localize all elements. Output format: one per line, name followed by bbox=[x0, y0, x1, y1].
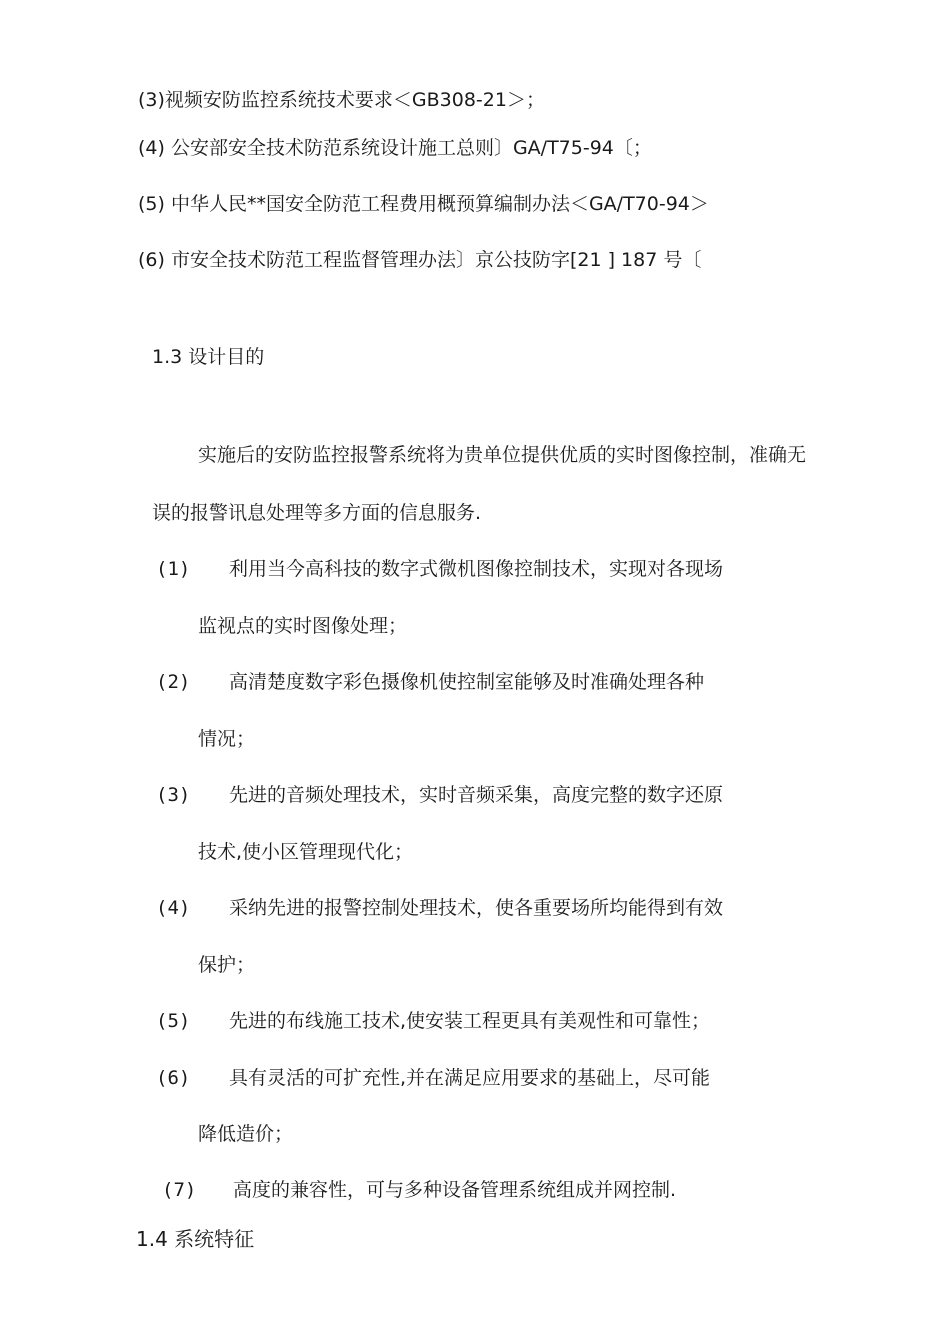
section-heading-1-3: 1.3 设计目的 bbox=[152, 346, 265, 368]
list-item-number: (2) bbox=[156, 671, 191, 693]
list-item-number: (4) bbox=[156, 897, 191, 919]
list-item-number: (3) bbox=[156, 784, 191, 806]
list-item-text-continued: 情况； bbox=[198, 728, 256, 750]
list-item-number: (6) bbox=[156, 1067, 191, 1089]
list-item-text-continued: 降低造价； bbox=[198, 1123, 294, 1145]
reference-item-3: (3)视频安防监控系统技术要求＜GB308-21＞； bbox=[138, 89, 545, 111]
reference-item-6: (6) 市安全技术防范工程监督管理办法〕京公技防字[21 ] 187 号〔 bbox=[138, 249, 702, 271]
list-item-text: 先进的布线施工技术,使安装工程更具有美观性和可靠性； bbox=[229, 1010, 711, 1032]
list-item-text-continued: 监视点的实时图像处理； bbox=[198, 615, 408, 637]
intro-paragraph-line-2: 误的报警讯息处理等多方面的信息服务. bbox=[152, 502, 482, 524]
section-heading-1-4: 1.4 系统特征 bbox=[136, 1227, 255, 1251]
list-item-text: 高度的兼容性，可与多种设备管理系统组成并网控制. bbox=[233, 1179, 677, 1201]
reference-item-4: (4) 公安部安全技术防范系统设计施工总则〕GA/T75-94〔； bbox=[138, 137, 652, 159]
list-item-text-continued: 保护； bbox=[198, 954, 256, 976]
intro-paragraph-line-1: 实施后的安防监控报警系统将为贵单位提供优质的实时图像控制，准确无 bbox=[198, 444, 807, 466]
list-item-text-continued: 技术,使小区管理现代化； bbox=[198, 841, 414, 863]
list-item-text: 高清楚度数字彩色摄像机使控制室能够及时准确处理各种 bbox=[229, 671, 705, 693]
list-item-number: (7) bbox=[162, 1179, 197, 1201]
list-item-text: 利用当今高科技的数字式微机图像控制技术，实现对各现场 bbox=[229, 558, 724, 580]
list-item-number: (5) bbox=[156, 1010, 191, 1032]
list-item-text: 采纳先进的报警控制处理技术，使各重要场所均能得到有效 bbox=[229, 897, 724, 919]
reference-item-5: (5) 中华人民**国安全防范工程费用概预算编制办法＜GA/T70-94＞ bbox=[138, 193, 709, 215]
list-item-text: 先进的音频处理技术，实时音频采集，高度完整的数字还原 bbox=[229, 784, 724, 806]
list-item-text: 具有灵活的可扩充性,并在满足应用要求的基础上，尽可能 bbox=[229, 1067, 711, 1089]
list-item-number: (1) bbox=[156, 558, 191, 580]
